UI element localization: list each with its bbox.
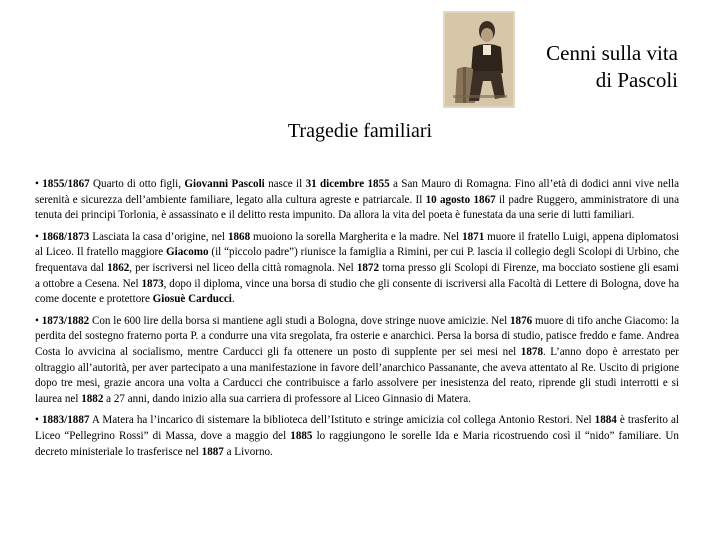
bullet: •: [35, 414, 39, 427]
section-subtitle: Tragedie familiari: [287, 120, 433, 142]
text-run: torna presso gli Scolopi di Firenze, ma bocciato sostiene gli esami a ottobre a Cesena. Nel: [35, 261, 679, 290]
text-run: A Matera ha l’incarico di sistemare la biblioteca dell’Istituto e stringe amicizia col collega Antonio Restori. Nel: [89, 414, 595, 427]
text-run-bold: 1872: [356, 261, 379, 274]
presentation-title: [546, 40, 678, 94]
text-run-bold: 1868: [227, 230, 251, 243]
title-line-1: Cenni sulla vita: [546, 41, 678, 65]
text-run: muoiono la sorella Margherita e la madre. Nel: [250, 230, 463, 243]
text-run: , dopo il diploma, vince una borsa di studio che gli consente di iscriversi alla Facoltà di Lettere di Bologna, dove ha come docente e protettore: [35, 277, 680, 306]
period-label: 1883/1887: [41, 414, 90, 427]
portrait-photo: [443, 11, 515, 108]
bullet: •: [35, 178, 39, 190]
period-label: 1873/1882: [41, 314, 90, 327]
text-run: , per iscriversi nel liceo della città romagnola. Nel: [129, 261, 357, 274]
bullet: •: [35, 314, 39, 327]
text-run-bold: 1873: [141, 277, 164, 290]
entry-1873-1882: [35, 314, 679, 408]
text-run: nasce il: [264, 178, 306, 190]
period-label: 1868/1873: [41, 230, 90, 243]
text-run: a 27 anni, dando inizio alla sua carriera di professore al Liceo Ginnasio di Matera.: [103, 392, 471, 405]
text-run-bold: 1878: [520, 345, 543, 358]
text-run: è trasferito al Liceo “Pellegrino Rossi” di Massa, dove a maggio del: [35, 414, 679, 442]
text-run-bold: Giacomo: [166, 246, 209, 259]
text-run-bold: 1884: [594, 414, 617, 427]
period-label: 1855/1867: [42, 178, 90, 190]
text-run: Con le 600 lire della borsa si mantiene agli studi a Bologna, dove stringe nuove amicizie. Nel: [89, 314, 510, 327]
text-run: a San Mauro di Romagna. Fino all’età di dodici anni vive nella serenità e sicurezza dell’ambiente familiare, legato alla cultura agreste e patriarcale. Il: [35, 178, 679, 206]
text-run-bold: 31 dicembre 1855: [305, 178, 390, 190]
text-run: . L’anno dopo è arrestato per oltraggio all’autorità, per aver partecipato a una manifestazione in favore dell’anarchico Passanante, che aveva attentato al Re. Uscito di prigione dopo tre mesi, grazie ancora una volta a Carducci che contribuisce a farlo assolvere per inesistenza del reato, riprende gli studi interrotti e si laurea nel: [35, 345, 679, 405]
text-run-bold: 1887: [201, 445, 224, 458]
text-run: a Livorno.: [223, 445, 273, 458]
text-run: lo raggiungono le sorelle Ida e Maria ricostruendo così il “nido” familiare. Un decreto ministeriale lo trasferisce nel: [35, 429, 679, 458]
text-run-bold: 1862: [107, 261, 130, 274]
bullet: •: [35, 230, 39, 243]
text-run: (il “piccolo padre”) riunisce la famiglia a Rimini, per cui P. lascia il collegio degli Scolopi di Urbino, che frequentava dal: [35, 246, 679, 274]
text-run: Quarto di otto figli,: [89, 178, 185, 190]
text-run-bold: 1882: [81, 392, 104, 405]
text-run: muore di tifo anche Giacomo: la perdita del sostegno fraterno porta P. a condurre una vita sregolata, fra osterie e anarchici. Persa la borsa di studio, patisce freddo e fame. Andrea Costa lo avvicina al socialismo, mentre Carducci gli fa ottenere un posto di supplente per sei mesi nel: [35, 314, 679, 358]
text-run: .: [231, 293, 235, 306]
text-run: il padre Ruggero, amministratore di una tenuta dei principi Torlonia, è assassinato e il delitto resta impunito. Da allora la vita del poeta è funestata da una serie di lutti familiari.: [35, 193, 680, 222]
entry-1868-1873: [35, 230, 679, 308]
entry-1883-1887: [35, 413, 679, 460]
text-run-bold: Giovanni Pascoli: [184, 178, 265, 190]
entry-1855-1867: [35, 177, 679, 224]
text-run-bold: 1876: [509, 314, 533, 327]
text-run: Lasciata la casa d’origine, nel: [89, 230, 228, 243]
text-run-bold: Giosuè Carducci: [152, 293, 232, 306]
title-line-2: di Pascoli: [595, 68, 678, 92]
text-run: muore il fratello Luigi, appena diplomatosi al Liceo. Il fratello maggiore: [35, 230, 679, 259]
text-run-bold: 1871: [462, 230, 485, 243]
text-run-bold: 1885: [290, 429, 313, 442]
text-run-bold: 10 agosto 1867: [425, 193, 496, 206]
biography-text: [35, 177, 679, 466]
